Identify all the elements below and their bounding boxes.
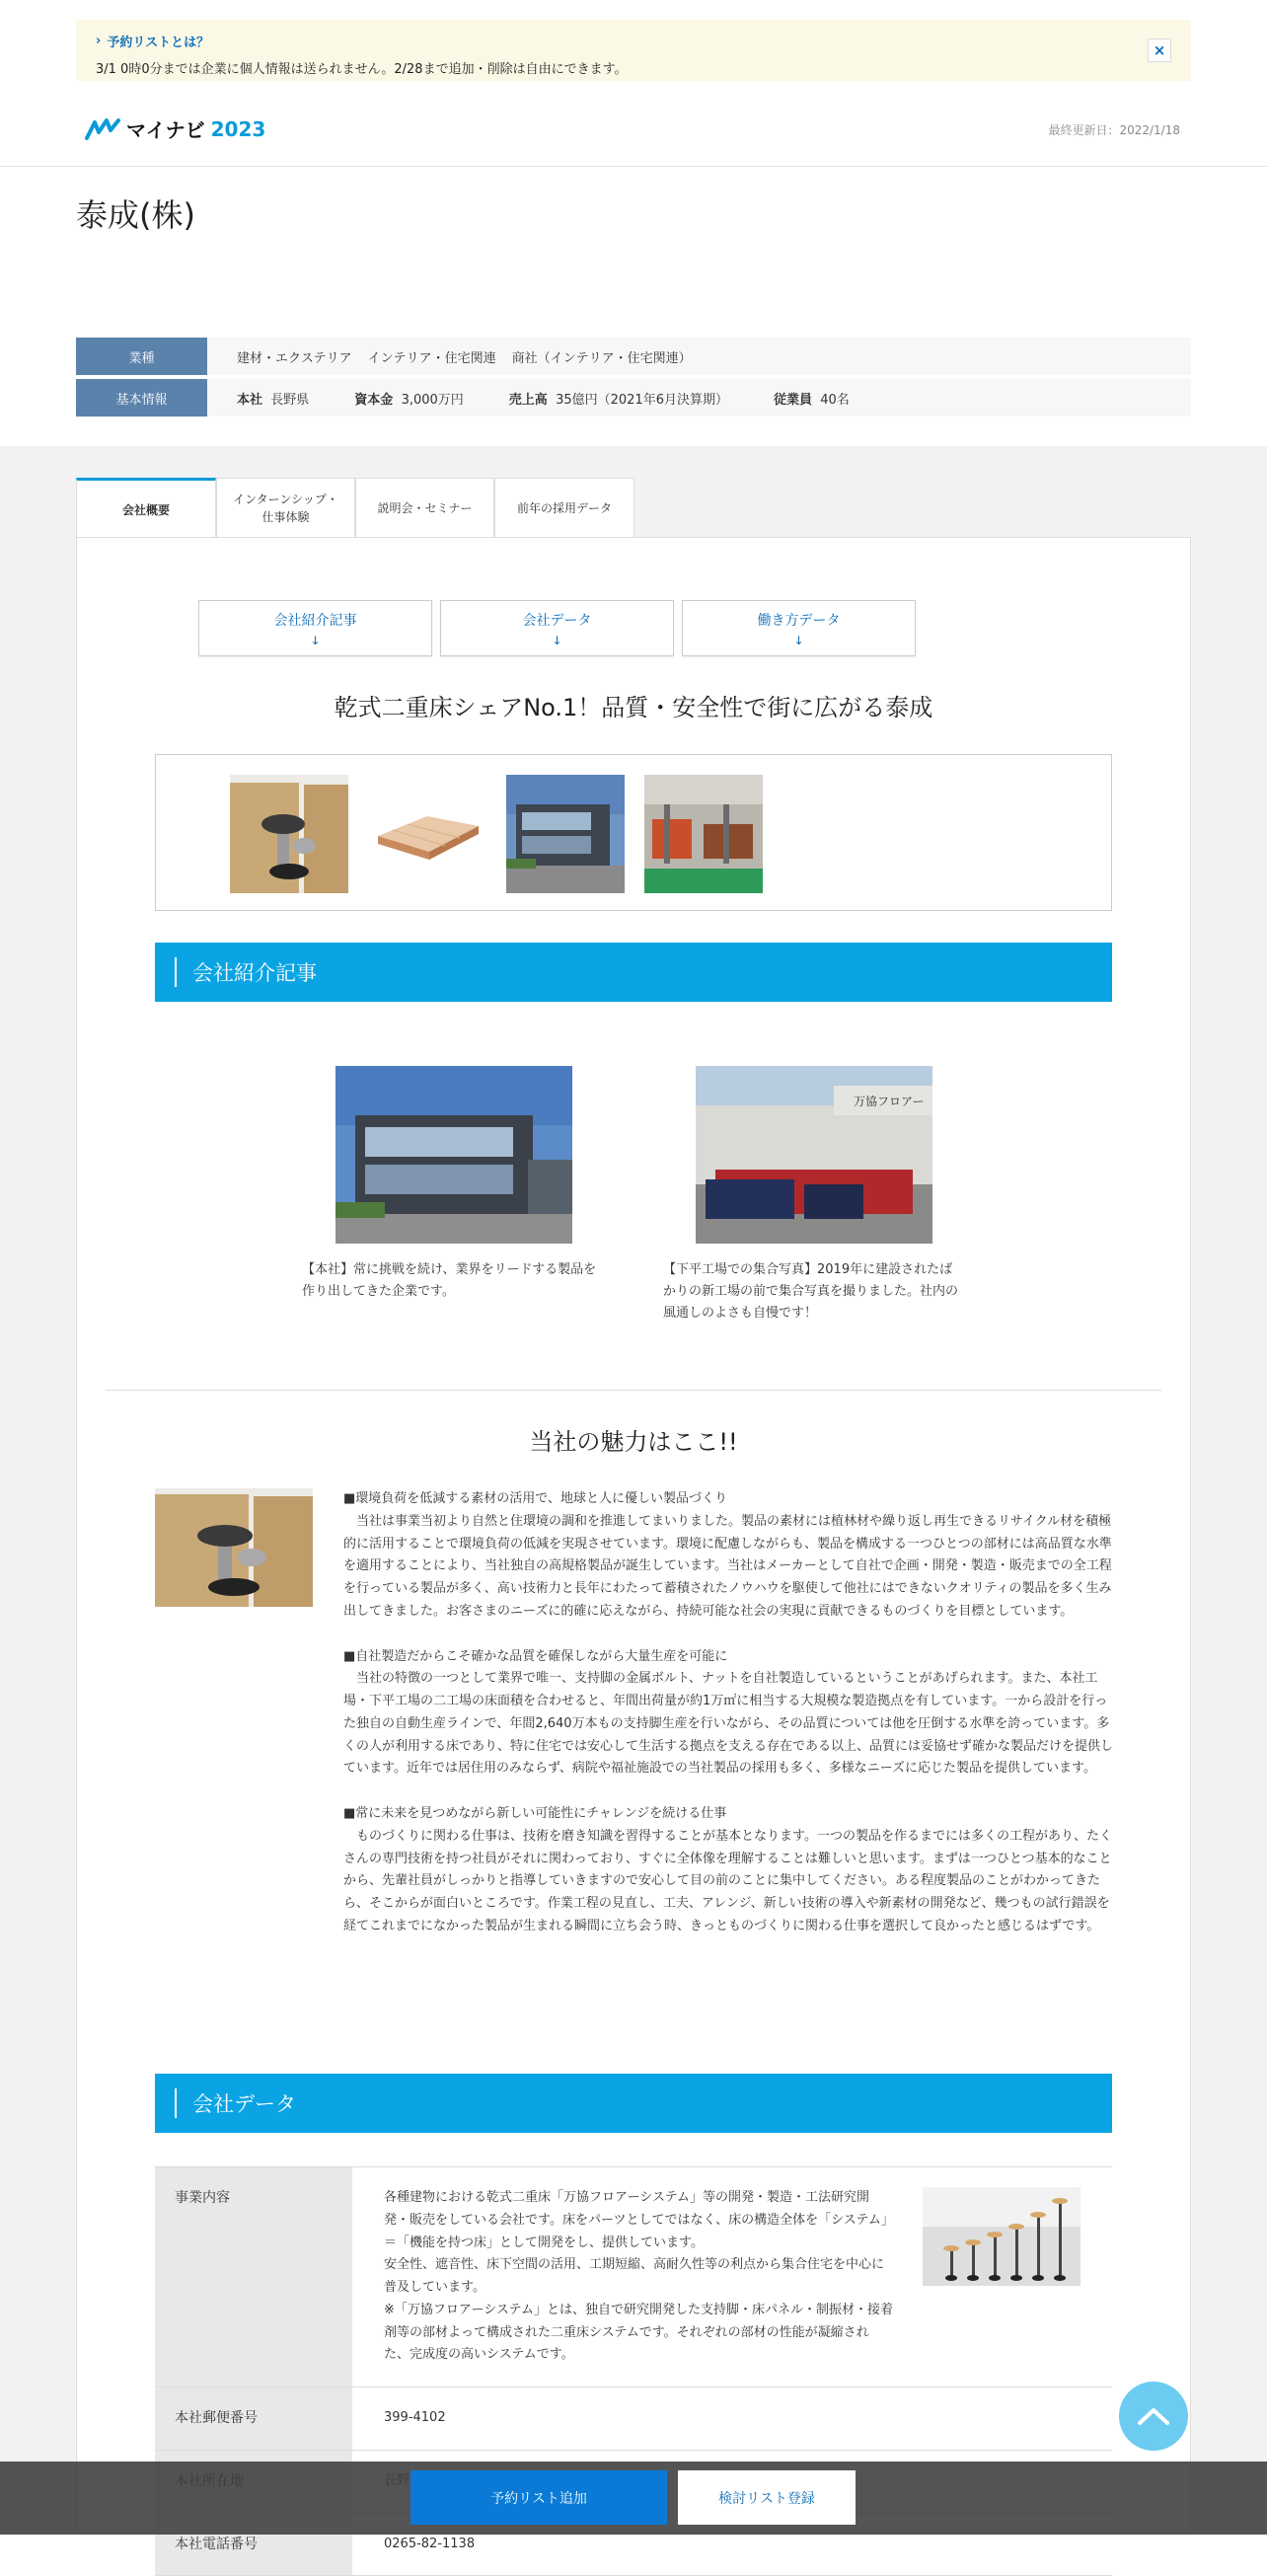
appeal-heading: ■環境負荷を低減する素材の活用で、地球と人に優しい製品づくり — [343, 1488, 1113, 1511]
appeal-body: ものづくりに関わる仕事は、技術を磨き知識を習得することが基本となります。一つの製品を作るまでには多くの工程があり、たくさんの専門技術を持つ社員がそれに関わっており、すぐに全体像を理解することは難しいと思います。まずは一つひとつ基本的なことから、先輩社員がしっかりと指導していきますので安心して目の前のことに集中してください。ある程度製品のことがわかってきたら、そこからが面白いところです。作業工程の見直し、工夫、アレンジ、新しい技術の導入や新素材の開発など、幾つもの試行錯誤を経てこれまでになかった製品が生まれる瞬間に立ち会う時、きっとものづくりに関わる仕事を選択して良かったと感じるはずです。 — [343, 1829, 1112, 1933]
hq-value: 長野県 — [270, 393, 309, 408]
notice-text: 3/1 0時0分までは企業に個人情報は送られません。2/28まで追加・削除は自由にできます。 — [96, 58, 1171, 77]
section-title: 会社紹介記事 — [192, 957, 317, 987]
appeal-heading: ■常に未来を見つめながら新しい可能性にチャレンジを続ける仕事 — [343, 1803, 1113, 1826]
appeal-block — [343, 1646, 1113, 1781]
group-photo-caption: 【下平工場での集合写真】2019年に建設されたばかりの新工場の前で集合写真を撮りました。社内の風通しのよさも自慢です！ — [663, 1259, 959, 1325]
arrow-down-icon: ↓ — [793, 634, 803, 647]
postal-code-value: 399-4102 — [352, 2387, 1112, 2450]
last-updated: 最終更新日：2022/1/18 — [1048, 121, 1180, 138]
industry-item: 商社（インテリア・住宅関連） — [512, 347, 692, 366]
catchcopy: 乾式二重床シェアNo.1！品質・安全性で街に広がる泰成 — [0, 688, 1267, 722]
appeal-support-leg-image[interactable] — [155, 1488, 313, 1607]
phone-value: 0265-82-1138 — [352, 2514, 1112, 2576]
employees-label: 従業員 — [774, 393, 812, 408]
thumbnail-gallery — [155, 754, 1112, 911]
anchor-label: 会社紹介記事 — [274, 610, 357, 630]
appeal-body: 当社の特徴の一つとして業界で唯一、支持脚の金属ボルト、ナットを自社製造しているということがあげられます。また、本社工場・下平工場の二工場の床面積を合わせると、年間出荷量が約1万㎡に相当する大規模な製造拠点を有しています。一から設計を行った独自の自動生産ラインで、年間2,640万本もの支持脚生産を行いながら、その品質については他を圧倒する水準を誇っています。多くの人が利用する床であり、特に住宅では安心して生活する拠点を支える存在である以上、品質には妥協せず確かな製品だけを提供しています。近年では居住用のみならず、病院や福祉施設での当社製品の採用も多く、多様なニーズに応じた製品を提供しています。 — [343, 1671, 1113, 1776]
anchor-label: 会社データ — [523, 610, 592, 630]
hq-label: 本社 — [237, 393, 262, 408]
arrow-down-icon: ↓ — [310, 634, 320, 647]
company-name: 泰成(株) — [76, 190, 195, 236]
thumbnail-factory-image[interactable] — [644, 775, 763, 893]
business-value: 各種建物における乾式二重床「万協フロアーシステム」等の開発・製造・工法研究開発・販売をしている会社です。床をパーツとしてではなく、床の構造全体を「システム」＝「機能を持つ床」として開発をし、提供しています。 安全性、遮音性、床下空間の活用、工期短縮、高耐久性等の利点から集合住宅を中心に普及しています。 ※「万協フロアーシステム」とは、独自で研究開発した支持脚・床パネル・制振材・接着剤等の部材よって構成された二重床システムです。それぞれの部材の性能が凝縮された、完成度の高いシステムです。 — [384, 2187, 893, 2367]
employees-value: 40名 — [820, 393, 850, 408]
appeal-text — [343, 1488, 1113, 1961]
group-photo[interactable] — [696, 1066, 932, 1244]
anchor-company-data[interactable] — [440, 600, 674, 656]
mynavi-logo-icon — [85, 118, 120, 140]
section-bar — [175, 957, 177, 987]
section-intro-article-header — [155, 943, 1112, 1002]
thumbnail-headquarters-image[interactable] — [506, 775, 625, 893]
basic-info-label: 基本情報 — [76, 379, 207, 417]
tab-internship[interactable]: インターンシップ・ 仕事体験 — [216, 478, 355, 537]
anchor-links — [198, 600, 916, 656]
arrow-down-icon: ↓ — [552, 634, 561, 647]
logo-year: 2023 — [211, 117, 266, 141]
anchor-intro-article[interactable] — [198, 600, 432, 656]
tab-overview[interactable]: 会社概要 — [76, 478, 216, 539]
appeal-heading: ■自社製造だからこそ確かな品質を確保しながら大量生産を可能に — [343, 1646, 1113, 1669]
product-image[interactable] — [923, 2187, 1081, 2286]
mynavi-logo[interactable] — [85, 114, 265, 143]
section-bar — [175, 2088, 177, 2118]
appeal-body: 当社は事業当初より自然と住環境の調和を推進してまいりました。製品の素材には植林材や繰り返し再生できるリサイクル材を積極的に活用することで環境負荷の低減を実現させています。環境に配慮しながらも、製品を構成する一つひとつの部材には高品質な水準を適用することにより、当社独自の高規格製品が誕生しています。当社はメーカーとして自社で企画・開発・製造・販売までの全工程を行っている製品が多く、高い技術力と長年にわたって蓄積されたノウハウを駆使して他社にはできないクオリティの製品を多く生み出してきました。お客さまのニーズに的確に応えながら、持続可能な社会の実現に貢献できるものづくりを目標としています。 — [343, 1514, 1112, 1619]
tab-prev-recruit-data[interactable]: 前年の採用データ — [494, 478, 634, 537]
page-top-button[interactable] — [1119, 2382, 1188, 2451]
industry-item: 建材・エクステリア — [237, 347, 352, 366]
reserve-list-notice — [76, 20, 1191, 81]
postal-code-label: 本社郵便番号 — [155, 2387, 352, 2450]
business-cell — [352, 2167, 1112, 2387]
headquarters-caption: 【本社】常に挑戦を続け、業界をリードする製品を作り出してきた企業です。 — [302, 1259, 598, 1303]
section-title: 会社データ — [192, 2088, 296, 2118]
capital-label: 資本金 — [354, 393, 393, 408]
anchor-label: 働き方データ — [758, 610, 841, 630]
phone-label: 本社電話番号 — [155, 2514, 352, 2576]
company-info-table — [76, 338, 1191, 420]
anchor-work-style-data[interactable] — [682, 600, 916, 656]
chevron-right-icon: › — [96, 34, 101, 48]
headquarters-photo[interactable] — [335, 1066, 572, 1244]
logo-text: マイナビ — [126, 114, 205, 143]
add-reserve-list-button[interactable]: 予約リスト追加 — [410, 2470, 667, 2525]
notice-title[interactable] — [96, 32, 1171, 50]
thumbnail-support-leg-image[interactable] — [230, 775, 348, 893]
sales-label: 売上高 — [509, 393, 548, 408]
capital-value: 3,000万円 — [402, 393, 464, 408]
basic-info-row — [76, 379, 1191, 417]
sales-value: 35億円（2021年6月決算期） — [556, 393, 728, 408]
thumbnail-floor-panel-image[interactable] — [368, 775, 486, 893]
notice-title-text[interactable]: 予約リストとは？ — [107, 32, 209, 50]
section-company-data-header — [155, 2074, 1112, 2133]
section-divider — [106, 1390, 1161, 1391]
basic-info-values — [207, 379, 1191, 417]
industry-values — [207, 338, 1191, 375]
chevron-up-icon — [1137, 2406, 1170, 2426]
table-row — [155, 2387, 1112, 2451]
business-label: 事業内容 — [155, 2167, 352, 2387]
industry-label: 業種 — [76, 338, 207, 375]
industry-row — [76, 338, 1191, 375]
appeal-block — [343, 1803, 1113, 1938]
industry-item: インテリア・住宅関連 — [368, 347, 496, 366]
close-icon[interactable]: × — [1148, 38, 1171, 62]
appeal-block — [343, 1488, 1113, 1624]
appeal-title: 当社の魅力はここ!! — [0, 1422, 1267, 1457]
add-consider-list-button[interactable]: 検討リスト登録 — [678, 2470, 856, 2525]
tab-seminar[interactable]: 説明会・セミナー — [355, 478, 494, 537]
header-divider — [0, 166, 1267, 167]
table-row — [155, 2167, 1112, 2387]
svg-text:万協フロアー: 万協フロアー — [854, 1094, 925, 1108]
company-tabs — [76, 478, 634, 539]
